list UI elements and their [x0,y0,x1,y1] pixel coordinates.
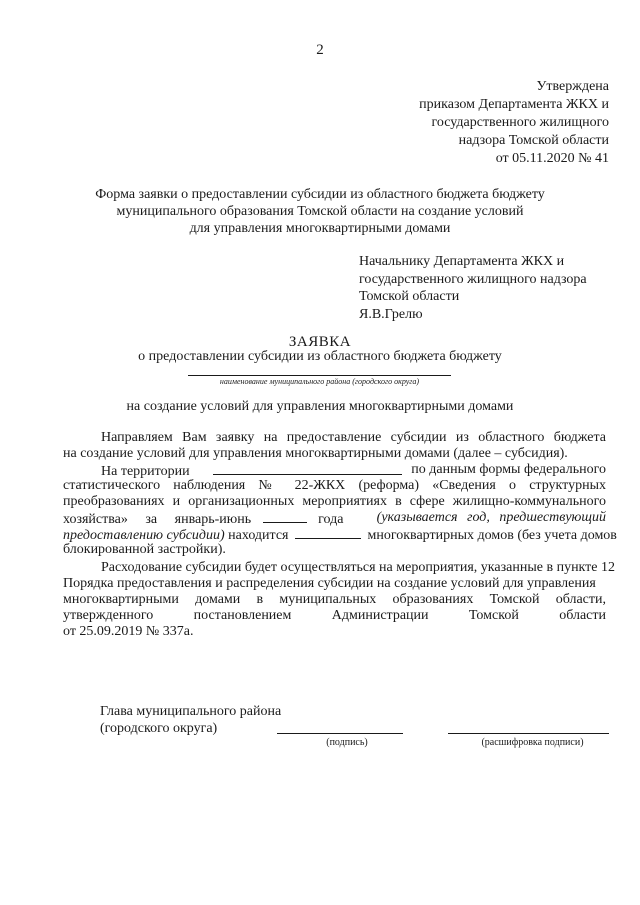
paragraph-line: преобразованиях и организационных мероприятиях в сфере жилищно-коммунального [63,494,606,509]
houses-count-blank [295,526,361,539]
territory-blank [213,462,402,475]
paragraph-line: Порядка предоставления и распределения субсидии на создание условий для управления [63,576,596,591]
addressee-block [359,253,587,323]
paragraph-text: находится [228,528,289,543]
paragraph-line: Направляем Вам заявку на предоставление субсидии из областного бюджета [101,430,606,445]
signature-line [277,733,403,734]
form-title-line: муниципального образования Томской области на создание условий [116,204,524,219]
document-title: ЗАЯВКА [288,334,352,350]
paragraph-note: (указывается год, предшествующий [376,510,606,525]
addressee-line: Я.В.Грелю [359,306,423,322]
signature-decode-caption: (расшифровка подписи) [481,737,584,748]
municipality-blank-line [188,375,451,376]
paragraph-text: года [318,512,344,527]
form-title [0,186,640,237]
signature-decode-line [448,733,609,734]
approval-line: Утверждена [536,79,609,94]
addressee-line: Начальнику Департамента ЖКХ и [359,254,565,269]
paragraph-line: на создание условий для управления многоквартирными домами (далее – субсидия). [63,446,568,461]
paragraph-text: по данным формы федерального [411,462,606,477]
signatory-title [100,703,281,737]
approval-line: от 05.11.2020 № 41 [495,151,609,166]
approval-line: приказом Департамента ЖКХ и [419,97,609,112]
paragraph-line: статистического наблюдения № 22-ЖКХ (реформа) «Сведения о структурных [63,478,606,493]
document-subtitle: о предоставлении субсидии из областного бюджета бюджету [138,349,502,364]
paragraph-line: многоквартирными домами в муниципальных образованиях Томской области, [63,592,606,607]
addressee-line: государственного жилищного надзора [359,271,587,287]
signatory-line: (городского округа) [100,721,218,736]
approval-stamp [419,78,609,168]
addressee-line: Томской области [359,289,460,304]
signature-caption: (подпись) [326,737,368,748]
approval-line: государственного жилищного [431,115,609,130]
approval-line: надзора Томской области [458,133,609,148]
paragraph-text: хозяйства» за январь-июнь [63,512,252,527]
signatory-line: Глава муниципального района [100,704,282,719]
document-purpose: на создание условий для управления многоквартирными домами [126,399,514,414]
paragraph-line: Расходование субсидии будет осуществляться на мероприятия, указанные в пункте 12 [101,560,616,575]
municipality-blank-caption: наименование муниципального района (городского округа) [219,377,420,386]
paragraph-line: от 25.09.2019 № 337а. [63,624,194,639]
paragraph-text: многоквартирных домов (без учета домов [367,528,617,543]
paragraph-text: На территории [101,464,190,479]
form-title-line: Форма заявки о предоставлении субсидии из областного бюджета бюджету [95,187,545,202]
form-title-line: для управления многоквартирными домами [189,221,451,236]
paragraph-note: предоставлению субсидии) [63,528,225,543]
page-number: 2 [316,42,324,58]
paragraph-line: утвержденного постановлением Администрации Томской области [63,608,606,623]
paragraph-line: блокированной застройки). [63,542,226,557]
year-blank [263,510,307,523]
